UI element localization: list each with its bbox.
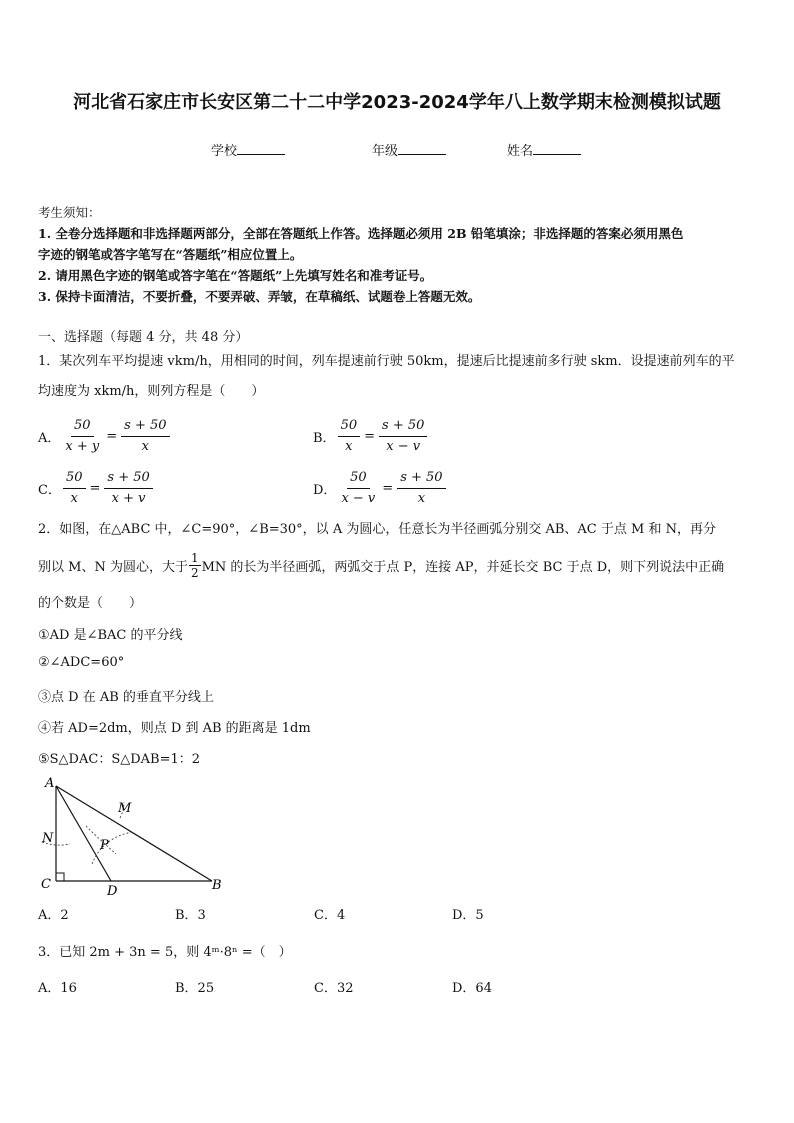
name-blank <box>533 141 581 155</box>
fraction: $\frac{50}{x}$ <box>63 470 86 507</box>
section-heading: 一、选择题（每题 4 分，共 48 分） <box>38 330 249 345</box>
grade-field: 年级 <box>372 140 446 159</box>
notice-item: 2. 请用黑色字迹的钢笔或答字笔在“答题纸”上先填写姓名和准考证号。 <box>38 268 433 283</box>
name-field: 姓名 <box>507 140 581 159</box>
exam-notice <box>38 202 758 307</box>
notice-item: 字迹的钢笔或答字笔写在“答题纸”相应位置上。 <box>38 247 303 262</box>
question-2-line3: 的个数是（ ） <box>38 596 143 611</box>
q1-option-b[interactable]: B． $\frac{50}{x}$ = $\frac{s + 50}{x - v}$ <box>313 418 429 455</box>
q2-option-c[interactable]: C．4 <box>314 908 346 923</box>
statement-4: ④若 AD=2dm，则点 D 到 AB 的距离是 1dm <box>38 721 311 736</box>
q1-option-a[interactable]: A． $\frac{50}{x + y}$ = $\frac{s + 50}{x}$ <box>38 418 172 455</box>
question-2-line1: 2．如图，在△ABC 中，∠C=90°，∠B=30°，以 A 为圆心，任意长为半径画弧分别交 AB、AC 于点 M 和 N，再分 <box>38 522 716 537</box>
fraction: $\frac{s + 50}{x - v}$ <box>379 418 427 455</box>
label-d: D <box>107 884 118 896</box>
q3-option-d[interactable]: D．64 <box>452 981 492 996</box>
notice-heading: 考生须知： <box>38 205 101 220</box>
fraction: $\frac{50}{x - v}$ <box>341 470 376 506</box>
q2-option-d[interactable]: D．5 <box>452 908 484 923</box>
q1-option-d[interactable]: D． $\frac{50}{x - v}$ = $\frac{s + 50}{x}$ <box>313 470 448 507</box>
page-title: 河北省石家庄市长安区第二十二中学2023-2024学年八上数学期末检测模拟试题 <box>73 92 721 113</box>
right-angle-mark <box>56 873 64 881</box>
triangle-figure <box>34 774 234 896</box>
fraction: $\frac{s + 50}{x + v}$ <box>104 470 152 507</box>
statement-2: ②∠ADC=60° <box>38 655 125 670</box>
fraction: $\frac{50}{x}$ <box>338 418 361 455</box>
statement-5: ⑤S△DAC：S△DAB=1：2 <box>38 752 201 767</box>
q2-option-b[interactable]: B．3 <box>175 908 206 923</box>
q3-option-b[interactable]: B．25 <box>175 981 215 996</box>
label-a: A <box>45 776 55 791</box>
notice-item: 1. 全卷分选择题和非选择题两部分，全部在答题纸上作答。选择题必须用 2B 铅笔填涂；非选择题的答案必须用黑色 <box>38 226 684 241</box>
label-p: P <box>100 838 109 853</box>
grade-blank <box>398 141 446 155</box>
school-field: 学校 <box>211 140 285 159</box>
half-fraction: $\frac{1}{2}$ <box>190 551 199 580</box>
school-blank <box>237 141 285 155</box>
label-b: B <box>212 878 222 893</box>
q2-option-a[interactable]: A．2 <box>38 908 69 923</box>
fraction: $\frac{50}{x + y}$ <box>65 418 100 454</box>
q3-option-a[interactable]: A．16 <box>38 981 77 996</box>
label-c: C <box>41 877 51 892</box>
statement-1: ①AD 是∠BAC 的平分线 <box>38 628 183 643</box>
label-m: M <box>118 801 132 816</box>
segment-ad <box>56 786 111 881</box>
q1-option-c[interactable]: C． $\frac{50}{x}$ = $\frac{s + 50}{x + v}$ <box>38 470 155 507</box>
fraction: $\frac{s + 50}{x}$ <box>121 418 169 455</box>
label-n: N <box>42 831 54 846</box>
question-3-stem: 3．已知 2m + 3n = 5，则 4ᵐ·8ⁿ =（ ） <box>38 945 292 960</box>
fraction: $\frac{s + 50}{x}$ <box>397 470 445 507</box>
notice-item: 3. 保持卡面清洁，不要折叠，不要弄破、弄皱，在草稿纸、试题卷上答题无效。 <box>38 289 481 304</box>
question-2-line2: 别以 M、N 为圆心，大于 $\frac{1}{2}$ MN 的长为半径画弧，两弧交于点 P，连接 AP，并延长交 BC 于点 D，则下列说法中正确 <box>38 551 725 580</box>
side-ab <box>56 786 212 881</box>
statement-3: ③点 D 在 AB 的垂直平分线上 <box>38 690 214 705</box>
question-1-stem: 1．某次列车平均提速 vkm/h，用相同的时间，列车提速前行驶 50km，提速后比提速前多行驶 skm．设提速前列车的平 均速度为 xkm/h，则列方程是（ ） <box>38 354 735 399</box>
q3-option-c[interactable]: C．32 <box>314 981 354 996</box>
